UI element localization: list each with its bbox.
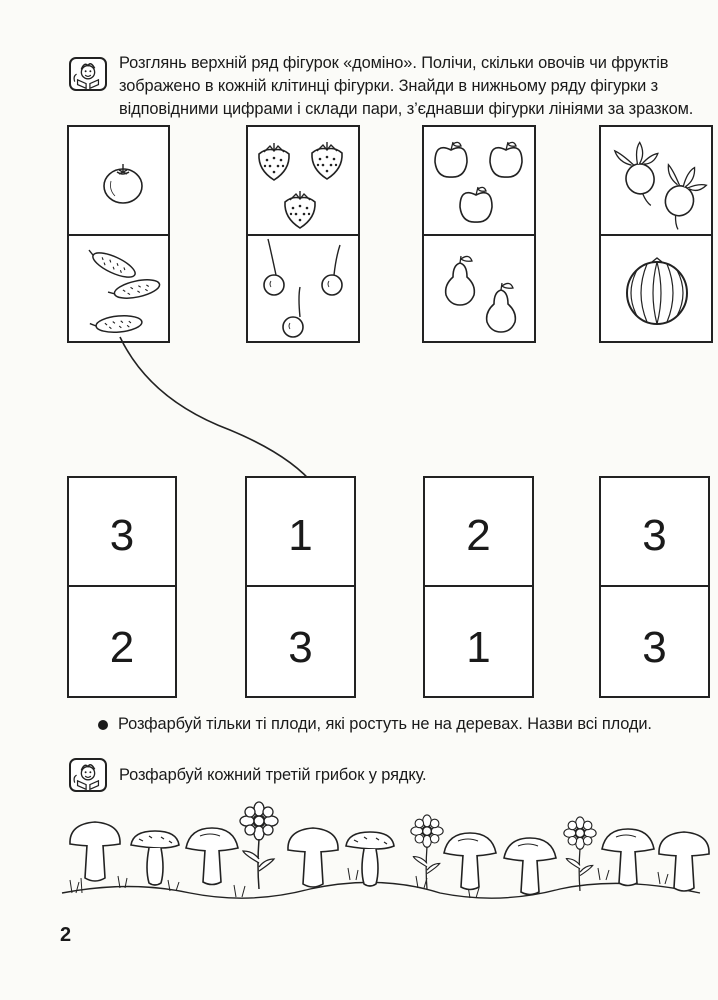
mushroom-4: [288, 828, 338, 887]
task1-instruction: Розглянь верхній ряд фігурок «доміно». Полічи, скільки овочів чи фруктів зображено в кожній клітинці фігурки. Знайди в нижньому ряду фігурки з відповідними цифрами і склади пари, з’єднавши фігурки лініями за зразком.: [119, 54, 694, 118]
domino-top-number: 3: [109, 511, 135, 560]
mushroom-5: [346, 832, 394, 886]
flower-1: [240, 802, 278, 889]
domino-bottom-number: 1: [466, 623, 491, 672]
flower-3: [564, 817, 596, 891]
mushroom-7: [504, 838, 556, 895]
domino-bottom-number: 2: [109, 623, 135, 672]
task2-instruction: Розфарбуй тільки ті плоди, які ростуть не на деревах. Назви всі плоди.: [118, 715, 652, 733]
domino-top-number: 1: [288, 511, 313, 560]
task3-instruction: Розфарбуй кожний третій грибок у рядку.: [119, 766, 427, 784]
domino-bottom-number: 3: [288, 623, 313, 672]
mushroom-1: [70, 822, 120, 881]
flower-2: [411, 815, 443, 889]
mushroom-8: [602, 829, 654, 886]
domino-bottom-number: 3: [642, 623, 667, 672]
domino-top-number: 2: [466, 511, 491, 560]
page-number: 2: [60, 924, 72, 946]
domino-top-number: 3: [642, 511, 667, 560]
mushroom-9: [659, 832, 709, 891]
mushroom-3: [186, 828, 238, 885]
mushroom-6: [444, 833, 496, 890]
mushroom-2: [131, 831, 179, 885]
